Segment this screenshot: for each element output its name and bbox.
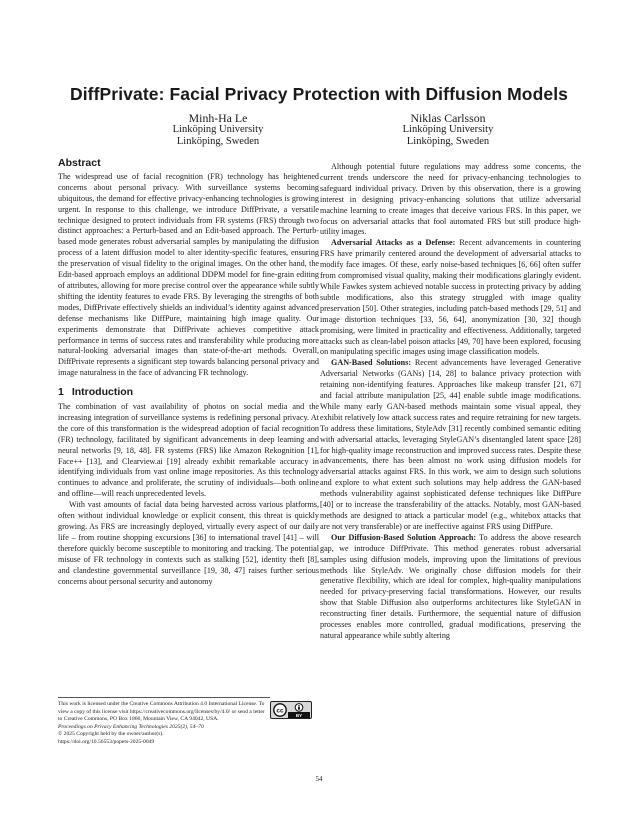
license-footnote <box>58 697 270 747</box>
author-block <box>118 112 318 149</box>
copyright-line: © 2025 Copyright held by the owner/author(s). <box>58 731 164 738</box>
author-block <box>348 112 548 149</box>
author-affiliation: Linköping University <box>402 124 494 136</box>
right-paragraph-1: Although potential future regulations may address some concerns, the current trends underscore the need for privacy-enhancing technologies to safeguard individual privacy. Driven by this observation, there is a growing interest in designing privacy-enhancing solutions that utilize adversarial machine learning to create images that deceive various FRS. In this paper, we focus on adversarial attacks that fool automated FRS but still produce high-utility images. <box>320 162 581 237</box>
paragraph-body: To address the above research gap, we introduce DiffPrivate. This method generates robust adversarial samples using diffusion models, improving upon the limitations of previous methods like StyleAdv. We originally chose diffusion models for their generative flexibility, which are ideal for complex, high-quality manipulations needed for privacy-preserving facial transformations. However, our results show that Stable Diffusion also outperforms architectures like StyleGAN in reconstructing finer details. Furthermore, the sequential nature of diffusion processes enables more controlled, gradual modifications, preserving the natural appearance while subtly altering <box>320 532 581 640</box>
intro-paragraph-2: With vast amounts of facial data being harvested across various platforms, often without individual knowledge or explicit consent, this threat is quickly growing. As FRS are increasingly deployed, virtually every aspect of our daily life – from routine shopping excursions [36] to international travel [41] – will therefore quickly become susceptible to monitoring and tracking. The potential misuse of FR technology in contexts such as stalking [52], identity theft [8], and clandestine governmental surveillance [19, 38, 47] raises further serious concerns about personal security and autonomy <box>58 500 319 586</box>
run-in-heading: Adversarial Attacks as a Defense: <box>331 238 456 248</box>
right-paragraph-3 <box>320 358 581 533</box>
left-column <box>58 158 319 587</box>
proceedings-line: Proceedings on Privacy Enhancing Technologies 2025(2), 54–70 <box>58 723 204 730</box>
author-name: Niklas Carlsson <box>410 111 486 125</box>
intro-paragraph-1: The combination of vast availability of photos on social media and the increasing integration of surveillance systems is redefining personal privacy. At the core of this transformation is the widespread adoption of facial recognition (FR) technology, facilitated by significant advancements in deep learning and neural networks [9, 18, 48]. FR systems (FRS) like Amazon Rekognition [1], Face++ [13], and Clearview.ai [19] already exhibit remarkable accuracy in identifying individuals from vast online image repositories. As this technology continues to advance and proliferate, the scrutiny of individuals—both online and offline—will reach unprecedented levels. <box>58 402 319 499</box>
doi-link[interactable]: https://doi.org/10.56553/popets-2025-0049 <box>58 738 155 745</box>
by-glyph: BY <box>295 713 303 718</box>
run-in-heading: Our Diffusion-Based Solution Approach: <box>331 532 477 542</box>
paragraph-body: Recent advancements in countering FRS have primarily centered around the development of adversarial attacks to modify face images. Of these, early noise-based techniques [6, 66] often suffer from compromised visual quality, making their modifications glaringly evident. While Fawkes system achieved notable success in protecting privacy by adding subtle modifications, also this strategy struggled with image quality preservation [50]. Other strategies, including patch-based methods [29, 51] and image distortion techniques [33, 56, 64], anonymization [30, 32] though promising, were limited in practicality and effectiveness. Additionally, targeted attacks such as clean-label poison attacks [49, 70] have been explored, focusing on manipulating specific images using image classification models. <box>320 238 581 357</box>
right-paragraph-4 <box>320 533 581 642</box>
cc-by-license-icon[interactable] <box>270 701 312 719</box>
license-text: This work is licensed under the Creative Commons Attribution 4.0 International License. To view a copy of this license visit https://creativecommons.org/licenses/by/4.0/ or send a letter to Creative Commons, PO Box 1866, Mountain View, CA 94042, USA. <box>58 701 265 723</box>
section-number: 1 <box>58 386 64 399</box>
author-location: Linköping, Sweden <box>176 136 260 148</box>
run-in-heading: GAN-Based Solutions: <box>331 358 412 368</box>
abstract-heading: Abstract <box>58 157 101 169</box>
section-heading-introduction <box>58 387 319 398</box>
paper-title: DiffPrivate: Facial Privacy Protection with Diffusion Models <box>69 84 569 104</box>
right-column <box>320 162 581 642</box>
author-location: Linköping, Sweden <box>406 136 490 148</box>
author-name: Minh-Ha Le <box>188 111 248 125</box>
right-paragraph-2 <box>320 238 581 358</box>
page-number: 54 <box>315 775 323 783</box>
section-title: Introduction <box>71 386 134 399</box>
author-affiliation: Linköping University <box>172 124 264 136</box>
paragraph-body: Recent advancements have leveraged Generative Adversarial Networks (GANs) [14, 28] to balance privacy protection with retaining non-identifying features. Approaches like makeup transfer [21, 67] and facial attribute manipulation [25, 44] enable subtle image modifications. While many early GAN-based methods maintain some visual appeal, they exhibit relatively low attack success rates and require retraining for new targets. To address these limitations, StyleAdv [31] recently combined semantic editing with adversarial attacks, leveraging StyleGAN’s disentangled latent space [28] for high-quality image reconstruction and improved success rates. Despite these advancements, there has been almost no work using diffusion models for adversarial attacks against FRS. In this work, we aim to design such solutions and explore to what extent such solutions may help address the GAN-based methods vulnerability against sophisticated defense techniques like DiffPure [40] or to increase the transferability of the attacks. Notably, most GAN-based methods are designed to attack a particular model (e.g., whitebox attacks that are not very transferable) or are ineffective against FRS using DiffPure. <box>320 358 581 531</box>
abstract-text: The widespread use of facial recognition (FR) technology has heightened concerns about personal privacy. With surveillance systems becoming ubiquitous, the demand for effective privacy-enhancing technologies is growing urgent. In response to this challenge, we introduce DiffPrivate, a versatile technique designed to protect individuals from FR systems (FRS) through two distinct approaches: a Perturb-based and an Edit-based approach. The Perturb-based mode generates robust adversarial samples by manipulating the diffusion process of a latent diffusion model to alter identity-specific features, ensuring the preservation of visual fidelity to the original images. On the other hand, the Edit-based approach employs an additional DDPM model for fine-grain editing of attributes, allowing for more precise control over the appearance while subtly shifting the identity features to evade FRS. By leveraging the strengths of both modes, DiffPrivate effectively shields an individual’s identity against advanced defense mechanisms like DiffPure, maintaining high image quality. Our experiments demonstrate that DiffPrivate achieves competitive attack performance in terms of success rates and transferability while producing more natural-looking adversarial images than state-of-the-art methods. Overall, DiffPrivate represents a significant step towards balancing personal privacy and image naturalness in the face of advancing FR technology. <box>58 171 319 378</box>
cc-glyph: cc <box>276 707 284 715</box>
